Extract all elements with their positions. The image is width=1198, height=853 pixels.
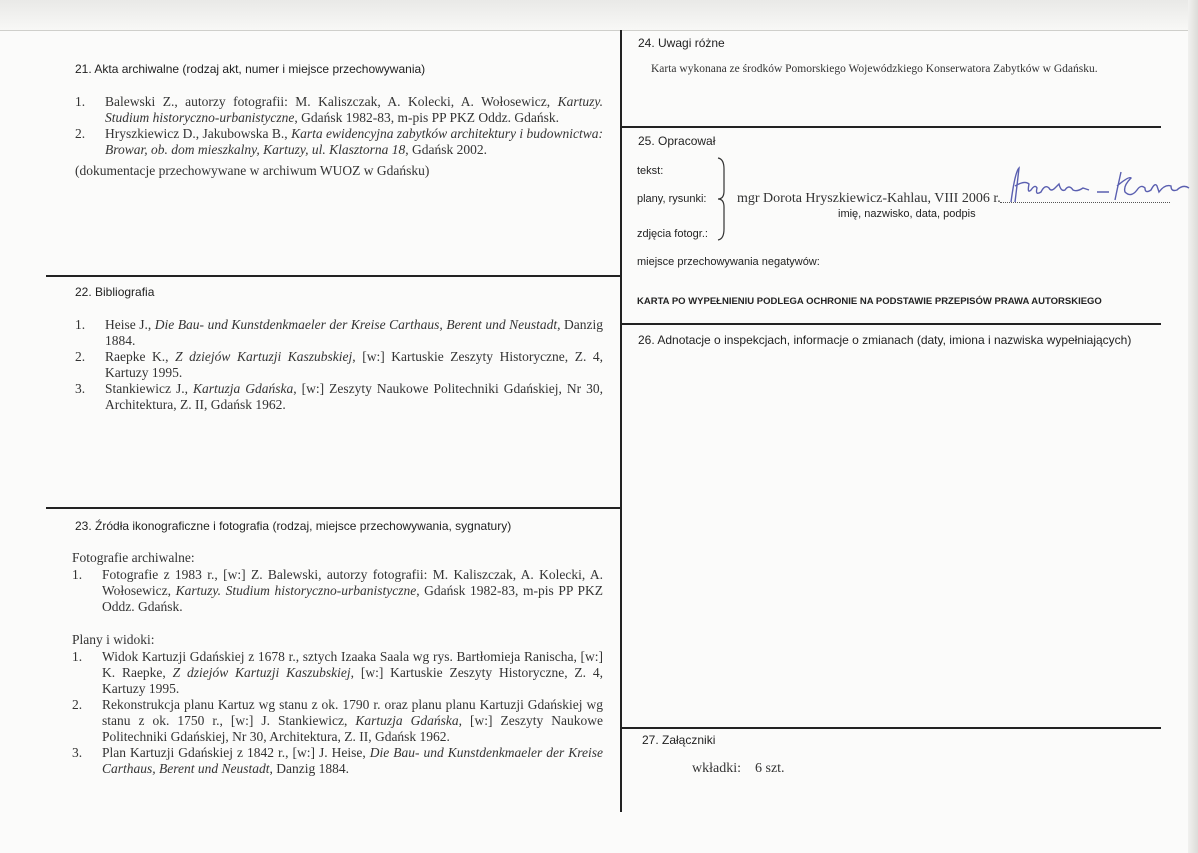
handwritten-signature xyxy=(1005,162,1195,212)
curly-brace-icon xyxy=(714,157,728,241)
section-22-list xyxy=(75,317,603,413)
attachments-value: 6 szt. xyxy=(755,761,785,776)
scan-edge-top xyxy=(0,0,1198,31)
section-26-header: 26. Adnotacje o inspekcjach, informacje o zmianach (daty, imiona i nazwiska wypełniających) xyxy=(638,333,1132,347)
list-item: 1. Fotografie z 1983 r., [w:] Z. Balewski, autorzy fotografii: M. Kaliszczak, A. Kolecki, A. Wołosewicz, Kartuzy. Studium historyczno-urbanistyczne, Gdańsk 1982-83, m-pis PP PKZ Oddz. Gdańsk. xyxy=(72,567,603,614)
signature-caption: imię, nazwisko, data, podpis xyxy=(838,208,976,220)
section-21-note: (dokumentacje przechowywane w archiwum WUOZ w Gdańsku) xyxy=(75,163,430,178)
photos-label: Fotografie archiwalne: xyxy=(72,550,195,565)
divider-25-26 xyxy=(620,323,1161,325)
scan-edge-right xyxy=(1188,0,1198,853)
section-22-header: 22. Bibliografia xyxy=(75,285,155,299)
section-25-header: 25. Opracował xyxy=(638,134,716,148)
label-tekst: tekst: xyxy=(637,165,664,177)
photos-list xyxy=(72,567,603,615)
divider-22-23 xyxy=(46,507,622,509)
section-24-text: Karta wykonana ze środków Pomorskiego Wojewódzkiego Konserwatora Zabytków w Gdańsku. xyxy=(651,63,1098,75)
list-item: 1. Balewski Z., autorzy fotografii: M. Kaliszczak, A. Kolecki, A. Wołosewicz, Kartuzy. Studium historyczno-urbanistyczne, Gdańsk 1982-83, m-pis PP PKZ Oddz. Gdańsk. xyxy=(75,94,603,125)
section-21-list xyxy=(75,94,603,158)
list-item: 2. Hryszkiewicz D., Jakubowska B., Karta ewidencyjna zabytków architektury i budownictwa: Browar, ob. dom mieszkalny, Kartuzy, ul. Klasztorna 18, Gdańsk 2002. xyxy=(75,126,604,157)
author-line: mgr Dorota Hryszkiewicz-Kahlau, VIII 2006 r. xyxy=(737,191,1001,206)
section-24-header: 24. Uwagi różne xyxy=(638,36,725,50)
label-plany: plany, rysunki: xyxy=(637,193,707,205)
attachments-label: wkładki: xyxy=(692,761,741,776)
divider-21-22 xyxy=(46,275,622,277)
list-item: 2. Rekonstrukcja planu Kartuz wg stanu z ok. 1790 r. oraz planu planu Kartuzji Gdańskiej wg stanu z ok. 1750 r., [w:] J. Stankiewicz, Kartuzja Gdańska, [w:] Zeszyty Naukowe Politechniki Gdańskiej, Nr 30, Architektura, Z. II, Gdańsk 1962. xyxy=(72,697,603,744)
list-item: 3. Plan Kartuzji Gdańskiej z 1842 r., [w:] J. Heise, Die Bau- und Kunstdenkmaeler der Kreise Carthaus, Berent und Neustadt, Danzig 1884. xyxy=(72,745,603,776)
section-23-header: 23. Źródła ikonograficzne i fotografia (rodzaj, miejsce przechowywania, sygnatury) xyxy=(75,519,512,533)
plans-label: Plany i widoki: xyxy=(72,632,155,647)
negatives-label: miejsce przechowywania negatywów: xyxy=(637,256,820,268)
list-item: 3. Stankiewicz J., Kartuzja Gdańska, [w:] Zeszyty Naukowe Politechniki Gdańskiej, Nr 30, Architektura, Z. II, Gdańsk 1962. xyxy=(75,381,604,412)
section-21-header: 21. Akta archiwalne (rodzaj akt, numer i miejsce przechowywania) xyxy=(75,62,426,76)
list-item: 1. Widok Kartuzji Gdańskiej z 1678 r., sztych Izaaka Saala wg rys. Bartłomieja Ranischa, [w:] K. Raepke, Z dziejów Kartuzji Kaszubskiej, [w:] Kartuskie Zeszyty Historyczne, Z. 4, Kartuzy 1995. xyxy=(72,649,603,696)
plans-list xyxy=(72,649,603,777)
list-item: 1. Heise J., Die Bau- und Kunstdenkmaeler der Kreise Carthaus, Berent und Neustadt, Danzig 1884. xyxy=(75,317,603,348)
divider-26-27 xyxy=(620,727,1161,729)
column-divider xyxy=(620,30,622,812)
list-item: 2. Raepke K., Z dziejów Kartuzji Kaszubskiej, [w:] Kartuskie Zeszyty Historyczne, Z. 4, Kartuzy 1995. xyxy=(75,349,604,380)
label-zdjecia: zdjęcia fotogr.: xyxy=(637,228,708,240)
section-27-header: 27. Załączniki xyxy=(642,733,716,747)
divider-24-25 xyxy=(620,126,1161,128)
copyright-notice: KARTA PO WYPEŁNIENIU PODLEGA OCHRONIE NA PODSTAWIE PRZEPISÓW PRAWA AUTORSKIEGO xyxy=(637,296,1102,307)
